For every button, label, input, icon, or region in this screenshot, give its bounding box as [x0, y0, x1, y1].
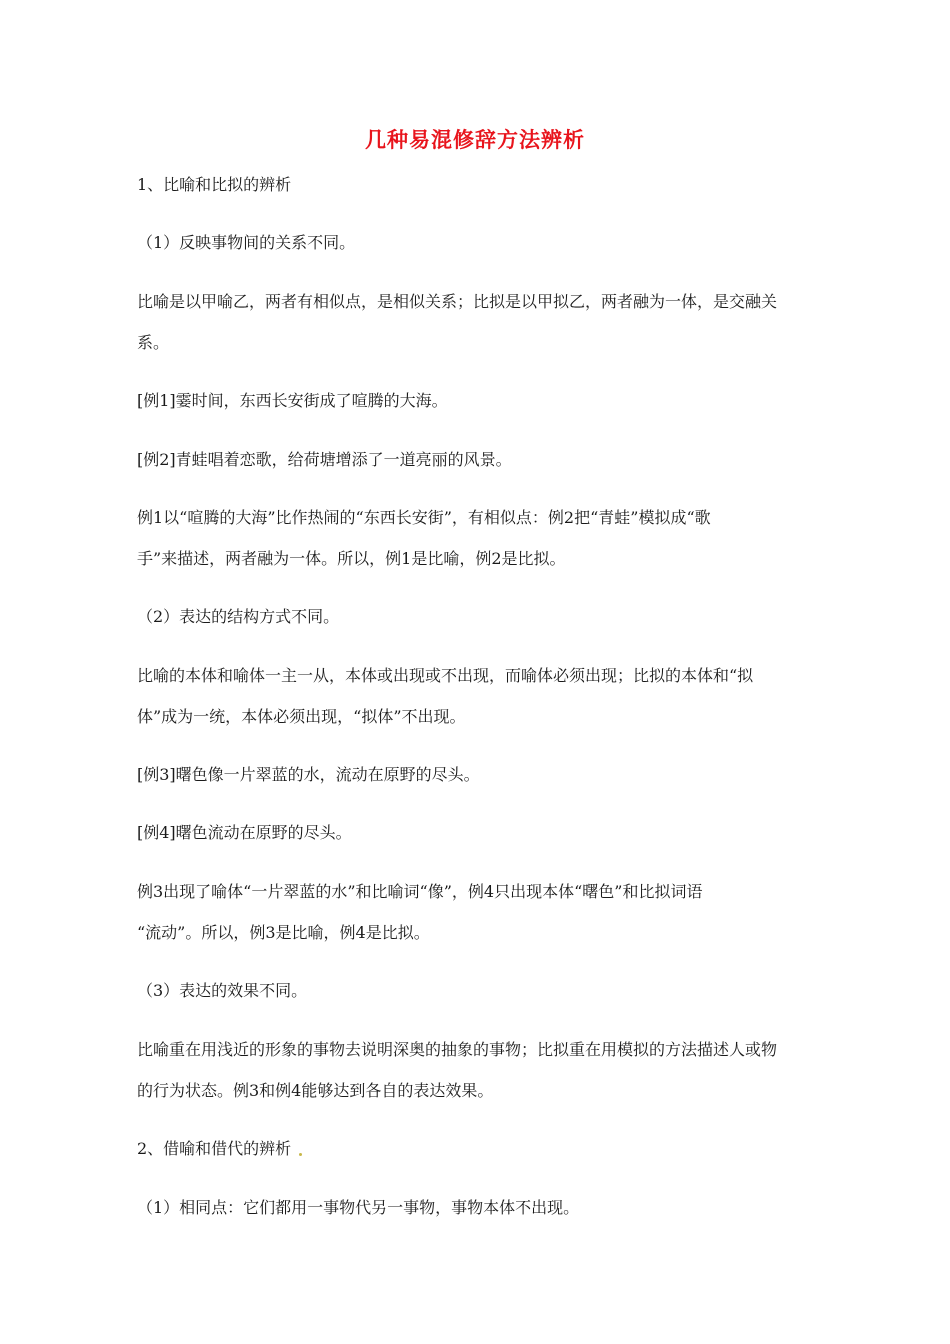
- paragraph-line: 手”来描述，两者融为一体。所以，例1是比喻，例2是比拟。: [137, 549, 566, 568]
- paragraph-line: 例3出现了喻体“一片翠蓝的水”和比喻词“像”，例4只出现本体“曙色”和比拟词语: [137, 882, 703, 901]
- example-4: [例4]曙色流动在原野的尽头。: [137, 823, 352, 842]
- section-heading-1: 1、比喻和比拟的辨析: [137, 175, 292, 194]
- paragraph-line: 比喻的本体和喻体一主一从，本体或出现或不出现，而喻体必须出现；比拟的本体和“拟: [137, 666, 754, 685]
- example-2: [例2]青蛙唱着恋歌，给荷塘增添了一道亮丽的风景。: [137, 450, 512, 469]
- stray-dot-mark: [299, 1153, 302, 1156]
- section-heading-2-text: 2、借喻和借代的辨析: [137, 1139, 292, 1158]
- subheading-1-2: （2）表达的结构方式不同。: [137, 607, 340, 626]
- paragraph-line: “流动”。所以，例3是比喻，例4是比拟。: [137, 923, 430, 942]
- example-1: [例1]霎时间，东西长安街成了喧腾的大海。: [137, 391, 448, 410]
- example-3: [例3]曙色像一片翠蓝的水，流动在原野的尽头。: [137, 765, 480, 784]
- paragraph-line: 体”成为一统，本体必须出现，“拟体”不出现。: [137, 707, 466, 726]
- page-title: 几种易混修辞方法辨析: [365, 127, 585, 152]
- paragraph-line: 的行为状态。例3和例4能够达到各自的表达效果。: [137, 1081, 494, 1100]
- subheading-2-1: （1）相同点：它们都用一事物代另一事物，事物本体不出现。: [137, 1198, 580, 1217]
- subheading-1-3: （3）表达的效果不同。: [137, 981, 308, 1000]
- section-heading-2: [137, 1139, 817, 1159]
- paragraph-line: 比喻重在用浅近的形象的事物去说明深奥的抽象的事物；比拟重在用模拟的方法描述人或物: [137, 1040, 778, 1059]
- paragraph-line: 比喻是以甲喻乙，两者有相似点，是相似关系；比拟是以甲拟乙，两者融为一体，是交融关: [137, 292, 778, 311]
- subheading-1-1: （1）反映事物间的关系不同。: [137, 233, 356, 252]
- paragraph-line: 系。: [137, 333, 170, 352]
- paragraph-line: 例1以“喧腾的大海”比作热闹的“东西长安街”，有相似点：例2把“青蛙”模拟成“歌: [137, 508, 711, 527]
